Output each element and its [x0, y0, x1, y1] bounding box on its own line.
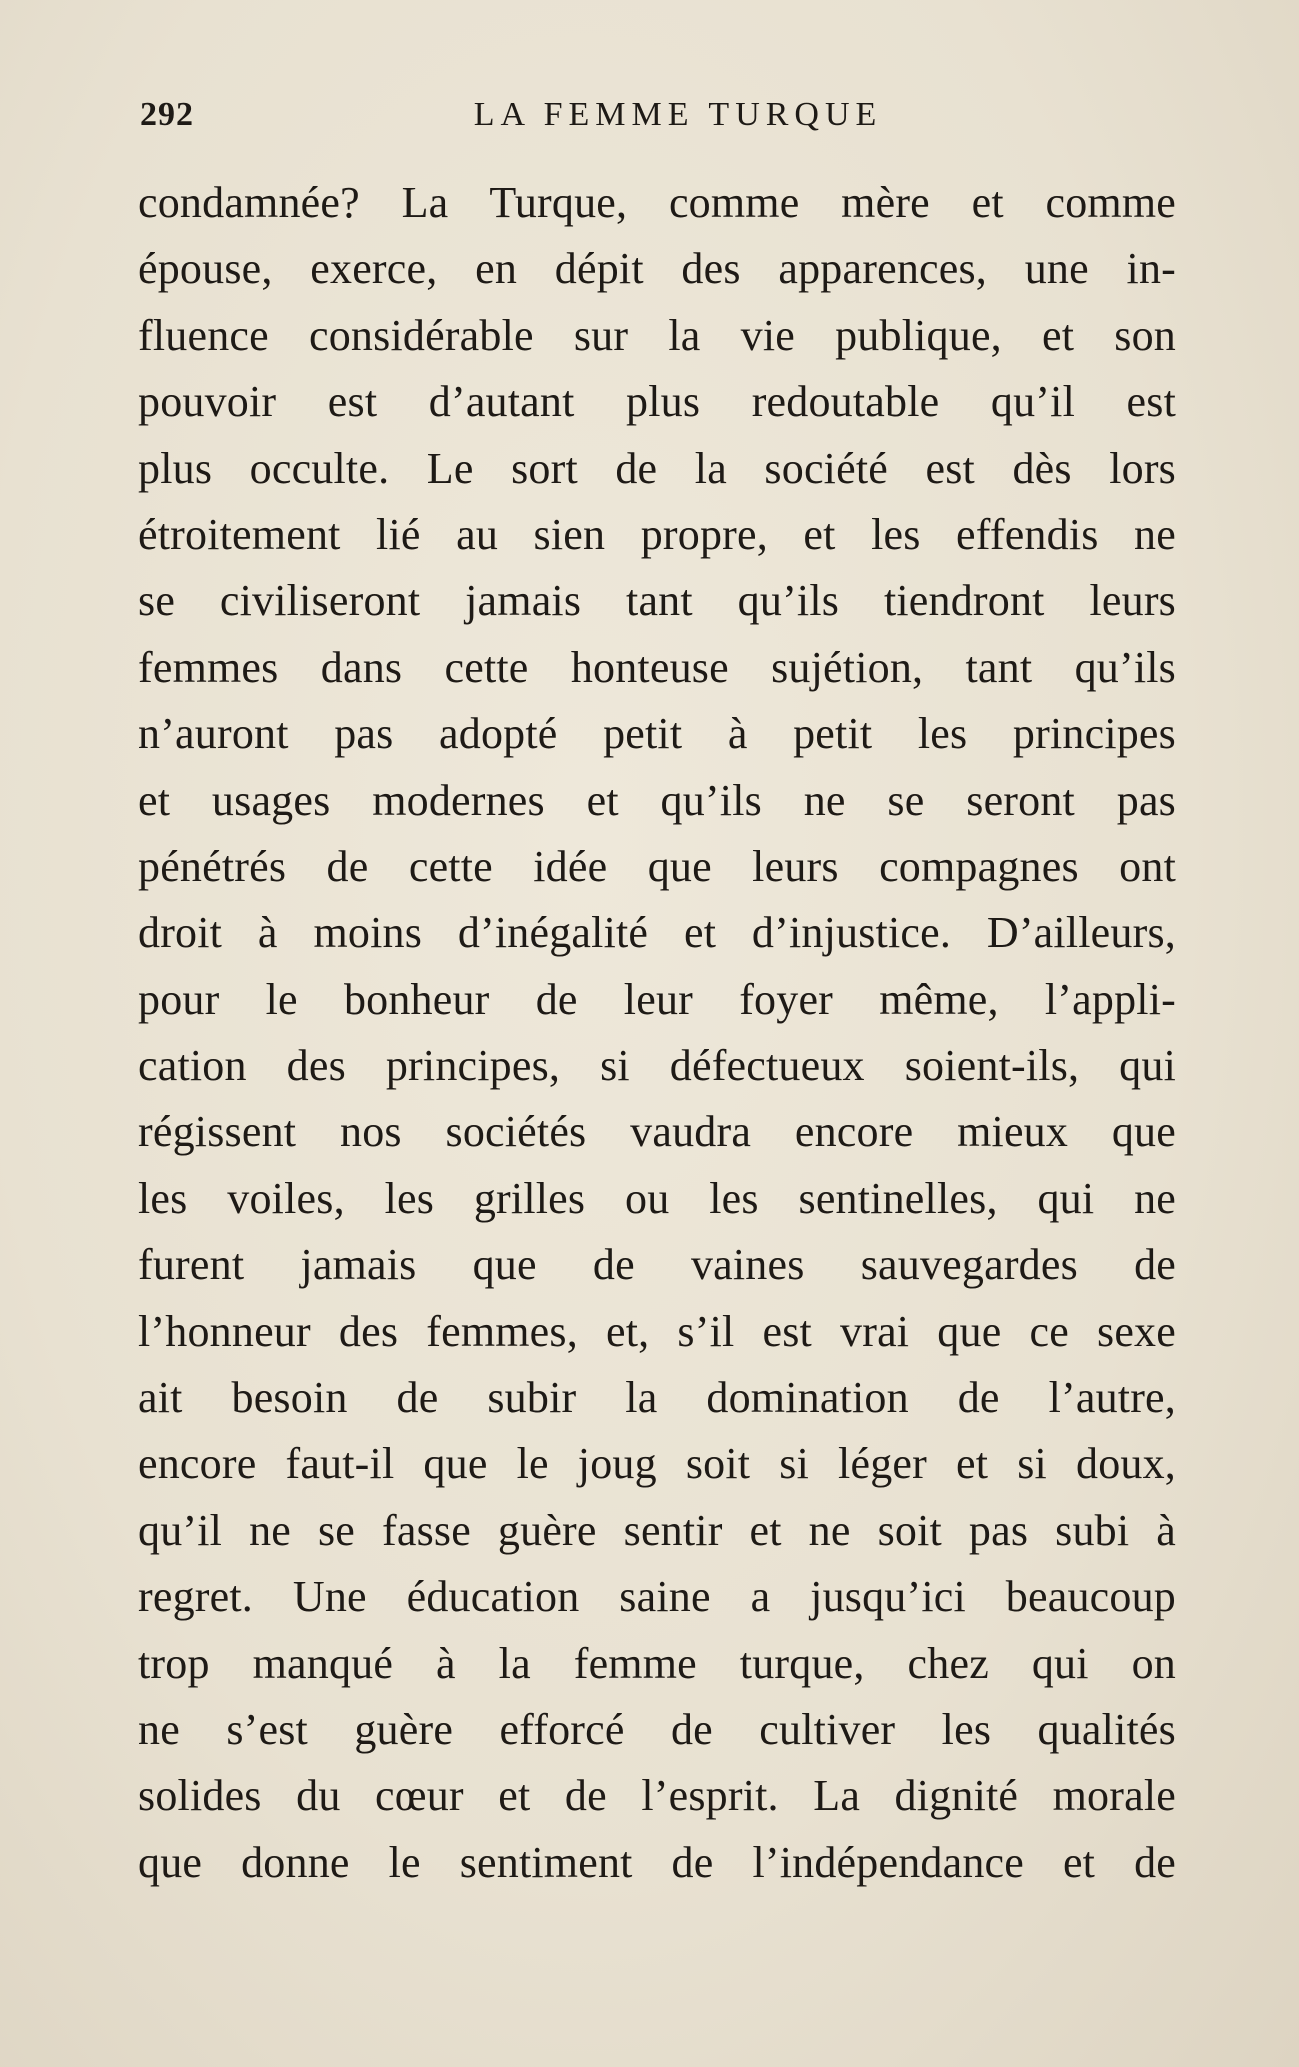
text-line: qu’il ne se fasse guère sentir et ne soit pas subi à: [138, 1505, 1176, 1555]
text-line: femmes dans cette honteuse sujétion, tant qu’ils: [138, 642, 1176, 692]
text-line: que donne le sentiment de l’indépendance et de: [138, 1837, 1176, 1887]
text-line: droit à moins d’inégalité et d’injustice. D’ailleurs,: [138, 908, 1176, 958]
text-line: les voiles, les grilles ou les sentinelles, qui ne: [138, 1173, 1176, 1223]
text-line: encore faut-il que le joug soit si léger et si doux,: [138, 1439, 1176, 1489]
running-title: LA FEMME TURQUE: [473, 96, 883, 133]
text-line: condamnée? La Turque, comme mère et comme: [138, 178, 1176, 227]
text-line: l’honneur des femmes, et, s’il est vrai que ce sexe: [138, 1306, 1176, 1356]
text-line: et usages modernes et qu’ils ne se seront pas: [138, 775, 1176, 825]
text-line: regret. Une éducation saine a jusqu’ici beaucoup: [138, 1572, 1176, 1622]
text-line: plus occulte. Le sort de la société est dès lors: [138, 443, 1176, 493]
text-line: pénétrés de cette idée que leurs compagnes ont: [138, 841, 1176, 891]
text-line: étroitement lié au sien propre, et les effendis ne: [138, 509, 1176, 559]
text-line: ait besoin de subir la domination de l’autre,: [138, 1373, 1176, 1423]
text-line: trop manqué à la femme turque, chez qui on: [138, 1638, 1176, 1688]
text-line: furent jamais que de vaines sauvegardes de: [138, 1240, 1176, 1290]
text-line: pouvoir est d’autant plus redoutable qu’il est: [138, 377, 1176, 427]
body-text: [138, 170, 1176, 1896]
text-line: solides du cœur et de l’esprit. La dignité morale: [138, 1771, 1176, 1821]
page-number: 292: [140, 96, 194, 133]
text-line: cation des principes, si défectueux soient-ils, qui: [138, 1041, 1176, 1091]
text-line: ne s’est guère efforcé de cultiver les qualités: [138, 1704, 1176, 1754]
text-line: n’auront pas adopté petit à petit les principes: [138, 709, 1176, 759]
text-line: fluence considérable sur la vie publique, et son: [138, 310, 1176, 360]
page-header: [140, 96, 1176, 146]
text-line: épouse, exerce, en dépit des apparences, une in-: [138, 244, 1176, 294]
text-line: régissent nos sociétés vaudra encore mieux que: [138, 1107, 1176, 1157]
text-line: se civiliseront jamais tant qu’ils tiendront leurs: [138, 576, 1176, 626]
text-line: pour le bonheur de leur foyer même, l’appli-: [138, 974, 1176, 1024]
